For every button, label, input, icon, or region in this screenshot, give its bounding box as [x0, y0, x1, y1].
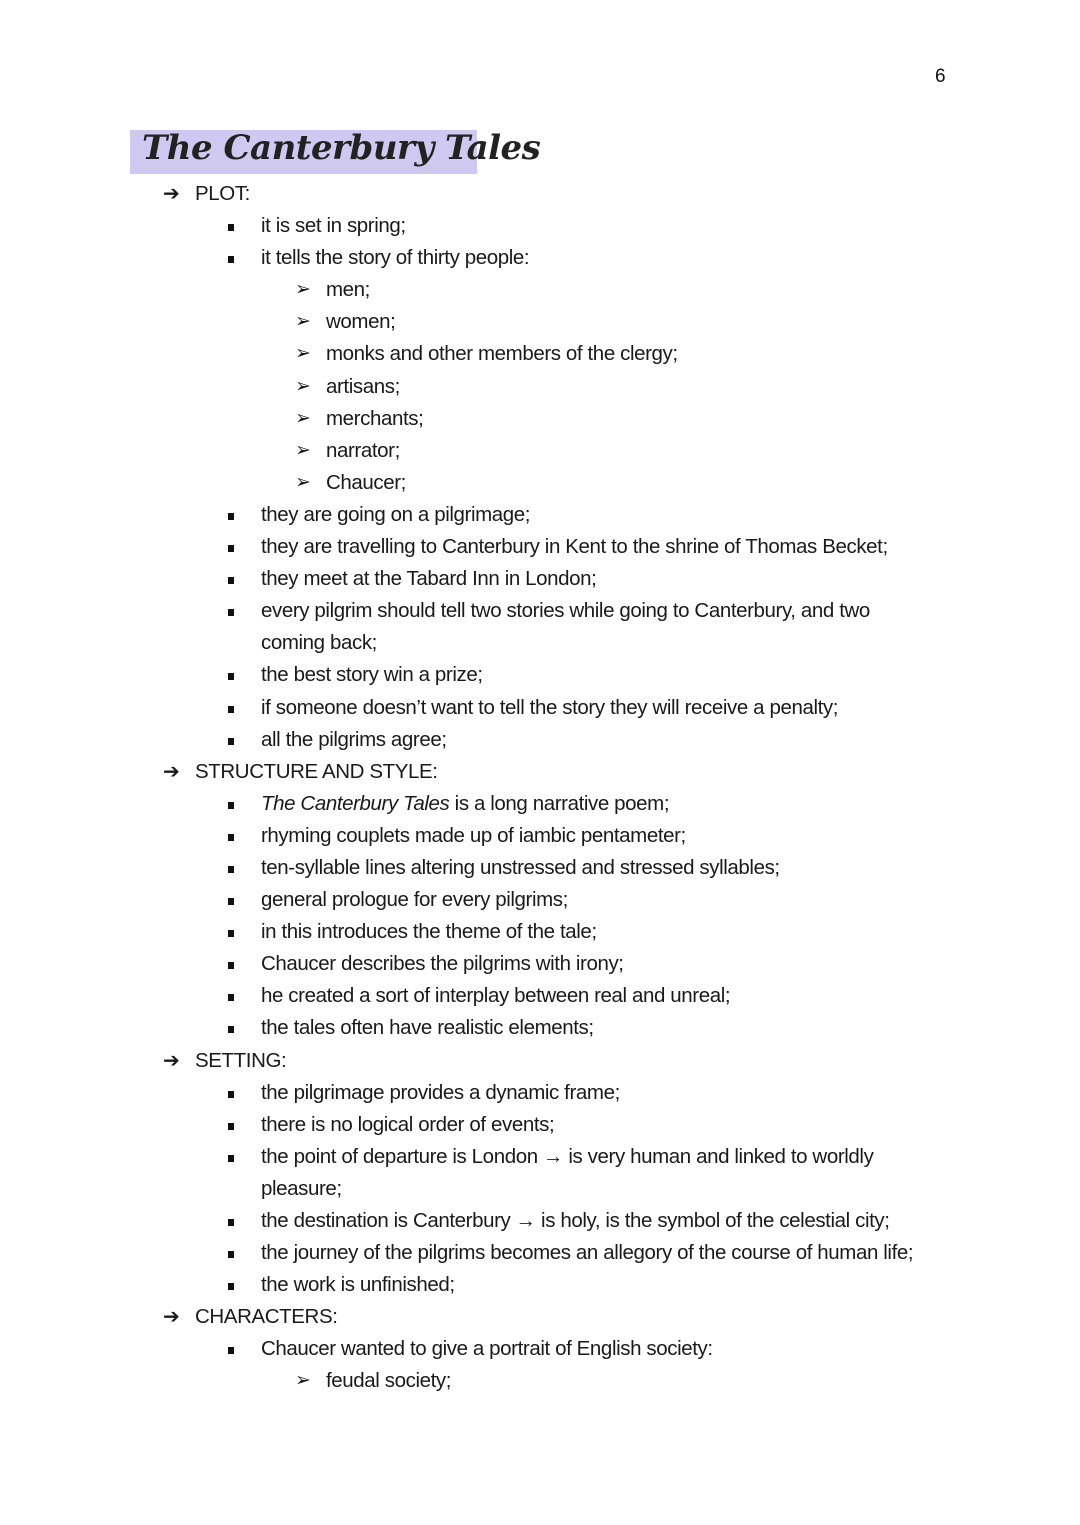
bullet-item	[0, 692, 1080, 724]
arrowhead-bullet-icon: ➢	[295, 471, 311, 493]
sub-item	[0, 467, 1080, 499]
bullet-item	[0, 788, 1080, 820]
square-bullet-icon	[228, 834, 234, 841]
item-text: artisans;	[326, 374, 400, 398]
sub-item	[0, 274, 1080, 306]
square-bullet-icon	[228, 738, 234, 745]
sub-item	[0, 371, 1080, 403]
square-bullet-icon	[228, 1026, 234, 1033]
square-bullet-icon	[228, 962, 234, 969]
arrowhead-bullet-icon: ➢	[295, 279, 311, 301]
square-bullet-icon	[228, 1219, 234, 1226]
section-heading	[0, 1045, 1080, 1077]
square-bullet-icon	[228, 673, 234, 680]
square-bullet-icon	[228, 545, 234, 552]
bullet-item	[0, 1141, 1080, 1173]
bullet-item	[0, 595, 1080, 627]
arrowhead-bullet-icon: ➢	[295, 343, 311, 365]
bullet-item	[0, 820, 1080, 852]
square-bullet-icon	[228, 706, 234, 713]
square-bullet-icon	[228, 224, 234, 231]
item-text: men;	[326, 278, 370, 302]
arrow-right-icon: ➔	[163, 760, 180, 783]
square-bullet-icon	[228, 866, 234, 873]
sub-item	[0, 403, 1080, 435]
item-text: merchants;	[326, 406, 424, 430]
item-text: the journey of the pilgrims becomes an allegory of the course of human life;	[261, 1241, 914, 1265]
item-text: there is no logical order of events;	[261, 1112, 555, 1136]
sub-item	[0, 338, 1080, 370]
item-text: the point of departure is London → is very human and linked to worldly	[261, 1144, 874, 1168]
section-heading-label: PLOT:	[195, 182, 250, 205]
bullet-item	[0, 852, 1080, 884]
square-bullet-icon	[228, 513, 234, 520]
item-text: women;	[326, 310, 396, 334]
bullet-item	[0, 1012, 1080, 1044]
bullet-item	[0, 1269, 1080, 1301]
sub-item	[0, 435, 1080, 467]
item-text: pleasure;	[261, 1176, 342, 1200]
item-text: rhyming couplets made up of iambic pentameter;	[261, 823, 686, 847]
item-text	[261, 788, 669, 820]
square-bullet-icon	[228, 1283, 234, 1290]
bullet-continuation	[0, 1173, 1080, 1205]
square-bullet-icon	[228, 802, 234, 809]
square-bullet-icon	[228, 1123, 234, 1130]
item-text: the pilgrimage provides a dynamic frame;	[261, 1080, 620, 1104]
square-bullet-icon	[228, 256, 234, 263]
section-heading-label: CHARACTERS:	[195, 1305, 338, 1329]
item-text: Chaucer describes the pilgrims with irony;	[261, 952, 624, 976]
item-text: monks and other members of the clergy;	[326, 342, 678, 366]
bullet-item	[0, 499, 1080, 531]
bullet-item	[0, 659, 1080, 691]
page-number: 6	[935, 66, 946, 87]
item-text: Chaucer wanted to give a portrait of English society:	[261, 1337, 713, 1361]
section-heading-label: STRUCTURE AND STYLE:	[195, 759, 438, 783]
bullet-item	[0, 916, 1080, 948]
item-text: general prologue for every pilgrims;	[261, 888, 568, 912]
bullet-item	[0, 1237, 1080, 1269]
arrowhead-bullet-icon: ➢	[295, 439, 311, 461]
bullet-item	[0, 1077, 1080, 1109]
section-heading	[0, 756, 1080, 788]
bullet-item	[0, 1109, 1080, 1141]
item-text-rest: is a long narrative poem;	[449, 791, 670, 815]
item-text: coming back;	[261, 631, 377, 655]
arrowhead-bullet-icon: ➢	[295, 407, 311, 429]
arrow-right-icon: ➔	[163, 183, 180, 205]
item-text: the best story win a prize;	[261, 663, 483, 687]
item-text: ten-syllable lines altering unstressed and stressed syllables;	[261, 855, 780, 879]
square-bullet-icon	[228, 1091, 234, 1098]
square-bullet-icon	[228, 930, 234, 937]
section-heading	[0, 1301, 1080, 1333]
bullet-item	[0, 948, 1080, 980]
bullet-item	[0, 980, 1080, 1012]
bullet-item	[0, 531, 1080, 563]
bullet-item	[0, 884, 1080, 916]
sub-item	[0, 1365, 1080, 1397]
item-text: Chaucer;	[326, 470, 406, 494]
bullet-item	[0, 1333, 1080, 1365]
arrowhead-bullet-icon: ➢	[295, 1370, 311, 1392]
section-heading	[0, 178, 1080, 210]
square-bullet-icon	[228, 898, 234, 905]
item-text: narrator;	[326, 438, 400, 462]
item-text: every pilgrim should tell two stories while going to Canterbury, and two	[261, 599, 870, 623]
item-text: in this introduces the theme of the tale;	[261, 920, 597, 944]
square-bullet-icon	[228, 1155, 234, 1162]
item-text: all the pilgrims agree;	[261, 727, 447, 751]
section-heading-label: SETTING:	[195, 1048, 287, 1072]
square-bullet-icon	[228, 577, 234, 584]
arrow-right-icon: ➔	[163, 1306, 180, 1329]
item-text: it is set in spring;	[261, 214, 406, 238]
item-text: they are going on a pilgrimage;	[261, 502, 531, 526]
square-bullet-icon	[228, 994, 234, 1001]
arrow-right-icon: ➔	[163, 1049, 180, 1072]
square-bullet-icon	[228, 1251, 234, 1258]
bullet-item	[0, 210, 1080, 242]
item-text: the tales often have realistic elements;	[261, 1016, 594, 1040]
item-text: they are travelling to Canterbury in Kent to the shrine of Thomas Becket;	[261, 535, 888, 559]
item-text: they meet at the Tabard Inn in London;	[261, 567, 597, 591]
bullet-item	[0, 563, 1080, 595]
arrowhead-bullet-icon: ➢	[295, 311, 311, 333]
square-bullet-icon	[228, 1347, 234, 1354]
item-text: feudal society;	[326, 1369, 452, 1393]
bullet-item	[0, 242, 1080, 274]
item-text: it tells the story of thirty people:	[261, 246, 530, 270]
square-bullet-icon	[228, 609, 234, 616]
item-text: the destination is Canterbury → is holy, is the symbol of the celestial city;	[261, 1209, 890, 1232]
item-text: the work is unfinished;	[261, 1273, 455, 1297]
arrowhead-bullet-icon: ➢	[295, 375, 311, 397]
work-title: The Canterbury Tales	[261, 791, 450, 815]
bullet-continuation	[0, 627, 1080, 659]
item-text: he created a sort of interplay between real and unreal;	[261, 984, 731, 1008]
item-text: if someone doesn’t want to tell the story they will receive a penalty;	[261, 695, 839, 719]
bullet-item	[0, 724, 1080, 756]
notes-content	[0, 178, 1080, 1398]
bullet-item	[0, 1205, 1080, 1237]
sub-item	[0, 306, 1080, 338]
page-title: The Canterbury Tales	[142, 128, 541, 168]
